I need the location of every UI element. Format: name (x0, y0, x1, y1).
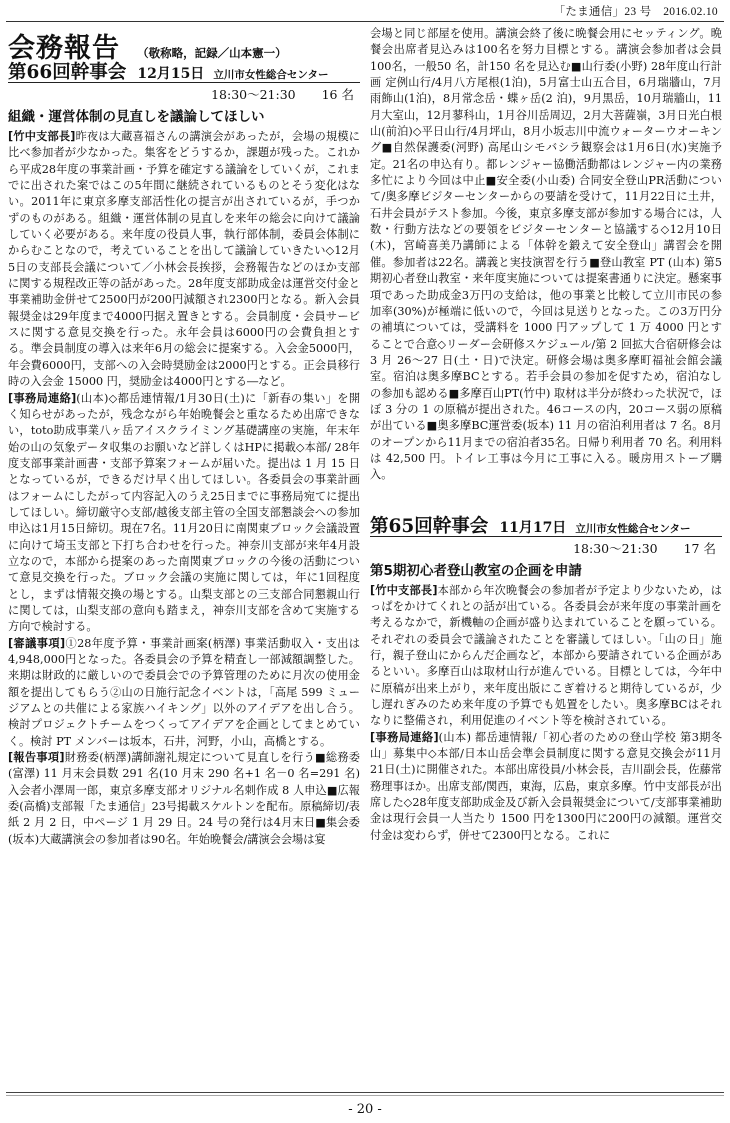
para-text: 財務委(柄澤)講師謝礼規定について見直しを行う■総務委(富澤) 11 月末会員数 291 名(10 月末 290 名+1 名－0 名=291 名)入会者小澤周一郎，東京多摩支部オリジナル名刺作成 8 人申込■広報委(高橋)支部報「たま通信」23号掲載スケルトンを配布。原稿締切/表紙 2 月 2 日，中ページ 1 月 29 日。24 号の発行は4月末日■集会委(坂本)大蔵講演会の参加者は90名。年始晩餐会/講演会会場は宴 (8, 751, 360, 846)
section-title-row (8, 26, 360, 64)
footer-rule-thin (6, 1095, 724, 1096)
meeting-66-para-3 (8, 636, 360, 750)
para-tag: [報告事項] (8, 751, 65, 765)
meeting-66-para-4 (8, 750, 360, 848)
footer-rule (6, 1092, 724, 1093)
meeting-66-info (8, 85, 354, 103)
meeting-66-title-bar (8, 58, 360, 83)
meeting-66-heading: 組織・運営体制の見直しを議論してほしい (8, 109, 265, 125)
meeting-65-date: 11月17日 (499, 519, 567, 536)
para-text: 昨夜は大蔵喜福さんの講演会があったが，会場の規模に比べ参加者が少なかった。集客をどうするか，課題が残った。これから平成28年度の事業計画・予算を確定する議論をしていくが，これまでに出された案ではこの5年間に継続されているものとそう変化はない。2011年に東京多摩支部活性化の提言が出されているが，手つかずのものがある。組織・運営体制の見直しを来年の総会に向けて議論していく必要がある。来年度の役員人事，執行部体制，委員会体制にからむことなので，考えていることを出して議論していきたい◇12月5日の支部長会議について／小林会長挨拶，会務報告などのほか支部に関する規程改正等の話があった。28年度支部助成金は運営交付金と事業補助金併せて2500円が200円減額され2300円となる。新入会員報奨金は29年度まで4000円据え置きとする。会員制度・会員サービスに関する意見交換を行った。永年会員は6000円の会費負担とする。準会員制度の導入は来年6月の総会に提案する。入会金5000円，年会費6000円，支部への入会時奨励金は2000円とする。正会員移行時の入会金 15000 円，奨励金は4000円とする―など。 (8, 130, 360, 389)
meeting-65-count: 17 名 (683, 540, 716, 556)
meeting-65-title: 第65回幹事会 (370, 515, 489, 537)
header-rule (6, 21, 724, 22)
meeting-65-venue: 立川市女性総合センター (575, 522, 691, 535)
meeting-65-para-2 (370, 730, 722, 844)
meeting-65-time: 18:30～21:30 (573, 540, 658, 556)
para-text: (山本) 都岳連情報/「初心者のための登山学校 第3期冬山」募集中◇本部/日本山岳会準会員制度に関する意見交換会が11月21日(土)に開催された。本部出席役員/小林会長，吉川副会長，佐藤常務理事ほか。出席支部/関西，東海，広島，東京多摩。竹中支部長が出席した◇28年度支部助成金及び新入会員報奨金について/支部事業補助金は現行会員一人当たり 1500 円を1300円に200円の減額。運営交付金は変わらず，併せて2300円となる。これに (370, 730, 722, 842)
para-text: (山本)◇都岳連情報/1月30日(土)に「新春の集い」を開く知らせがあったが，残念ながら年始晩餐会と重なるため出席できない，toto助成事業八ヶ岳アイスクライミング基礎講座の実施，年末年始の山の気象データ収集のお願いなど詳しくはHPに掲載◇本部/ 28年度支部事業計画書・支部予算案フォームが届いた。提出は 1 月 15 日となっているが，できるだけ早く出してほしい。各委員会の事業計画はフォームにしたがって内容記入のうえ25日までに事務局宛てに提出してほしい。締切厳守◇支部/越後支部主管の全国支部懇談会への参加申込は1月15日締切。現在7名。11月20日に南関東ブロック会議設置に向けて埼玉支部と下打ち合わせを行った。神奈川支部が来年4月設立なので，本部から提案のあった南関東ブロックの今後の活動について意見交換を行った。ブロック会議の実施に関しては，年に1回程度とし，まずは情報交換の場とする。山梨支部との三支部合同懇親山行に関しては，山梨支部の意向も踏まえ，神奈川支部を含めて実施する方向で検討する。 (8, 391, 360, 634)
section-subtitle: （敬称略，記録／山本憲一） (137, 46, 287, 60)
meeting-66-time: 18:30～21:30 (211, 87, 296, 102)
para-tag: [事務局連絡] (8, 391, 77, 405)
para-tag: [事務局連絡] (370, 730, 439, 744)
meeting-65-title-bar (370, 512, 722, 537)
para-text: 本部から年次晩餐会の参加者が予定より少ないため，はっぱをかけてくれとの話が出ている。各委員会が来年度の事業計画を考えるなかで，新機軸の企画が盛り込まれていることを願っている。それぞれの委員会で議論されたことを審議してほしい。「山の日」施行，親子登山にからんだ企画など，本部から要請されている企画があるといい。多摩百山は取材山行が進んでいる。目標としては，今年中に原稿が出来上がり，来年度出版にこぎ着けると期待しているが，少し遅れぎみのため来年度の予算でも処置をしたい。奥多摩BCはそれなりに整備され，利用促進のイベント等を検討されている。 (370, 583, 722, 728)
para-tag: [竹中支部長] (8, 130, 76, 143)
issue-header: 「たま通信」23 号 2016.02.10 (553, 6, 718, 18)
meeting-65-para-1 (370, 583, 722, 730)
meeting-66-para-1 (8, 129, 360, 391)
para-tag: [竹中支部長] (370, 583, 438, 597)
para-text: ①28年度予算・事業計画案(柄澤) 事業活動収入・支出は4,948,000円となった。各委員会の予算を精査し一部減額調整した。来期は財政的に厳しいので委員会での予算管理のために月次の使用金額を提出してもらう②山の日施行記念イベントは，「高尾 599 ミュージアムとの共催による家族ハイキング」以外のアイデアを出し合う。検討プロジェクトチームをつくってアイデアを企画としてまとめていく。検討 PT メンバーは坂本，石井，河野，小山，高橋とする。 (8, 636, 360, 748)
left-column (8, 26, 360, 1083)
meeting-66-date: 12月15日 (137, 66, 205, 82)
meeting-65-info (370, 539, 716, 557)
meeting-66-title: 第66回幹事会 (8, 62, 127, 83)
para-tag: [審議事項] (8, 636, 66, 650)
section-title: 会務報告 (8, 33, 120, 64)
meeting-66-para-2 (8, 391, 360, 636)
meeting-66-venue: 立川市女性総合センター (213, 69, 329, 81)
meeting-65-heading: 第5期初心者登山教室の企画を申請 (370, 562, 582, 579)
right-column (370, 26, 722, 1083)
page-number: - 20 - (348, 1102, 382, 1117)
meeting-66-continued: 会場と同じ部屋を使用。講演会終了後に晩餐会用にセッティング。晩餐会出席者見込みは100名を努力目標とする。講演会参加者は会員100名，一般50 名，計150 名を見込む■山行委(小野) 28年度山行計画 定例山行/4月八方尾根(1泊)，5月富士山五合目，6月瑞牆山，7月雨飾山(1泊)，8月常念岳・蝶ヶ岳(2 泊)，9月黒岳，10月瑞牆山，11月大室山，12月蓼科山，1月谷川岳周辺，2月大菩薩嶺，3月日光白根山(前泊)◇平日山行/4月坪山，8月小坂志川中流ウォーターウオーキング■自然保護委(河野) 高尾山シモバシラ観察会は1月6日(水)実施予定。21名の申込有り。都レンジャー協働活動都はレンジャー内の業務多忙により今回は中止■安全委(小山委) 合同安全登山PR活動について/奥多摩ビジターセンターからの要請を受けて，11月22日に土井，石井会員がテスト参加。今後，東京多摩支部が参加する場合には，人数・行動方法などの要領をビジターセンターと協議する◇12月10日(木)，宮崎喜美乃講師による「体幹を鍛えて安全登山」講習会を開催。参加者は22名。講義と実技演習を行う■登山教室 PT (山本) 第5期初心者登山教室・来年度実施については提案書通りに決定。懸案事項であった助成金3万円の支給は，他の事業と比較して立川市民の参加率(30%)が極端に低いので，今回は見送りとなった。この3万円分の補填については，受講料を 1000 円アップして 1 万 4000 円とすることで合意◇リーダー会研修スケジュール/第 2 回拡大合宿研修会は 3 月 26～27 日(土・日)で決定。研修会場は奥多摩町福祉会館会議室。宿泊は奥多摩BCとする。若手会員の参加を促すため，宿泊なしの参加も認める■多摩百山PT(竹中) 取材は半分が終わった状況で，ほぼ 3 分の 1 の原稿が提出された。46コースの内，20コース弱の原稿が出ている■奥多摩BC運営委(坂本) 11 月の宿泊利用者は 7 名。8月のオープンから11月までの宿泊者35名。日帰り利用者 70 名。利用料は 42,500 円。トイレ工事は今月に工事に入る。暖房用ストーブ購入。 (370, 27, 722, 482)
section-gap (370, 484, 722, 510)
meeting-66-count: 16 名 (321, 87, 354, 102)
